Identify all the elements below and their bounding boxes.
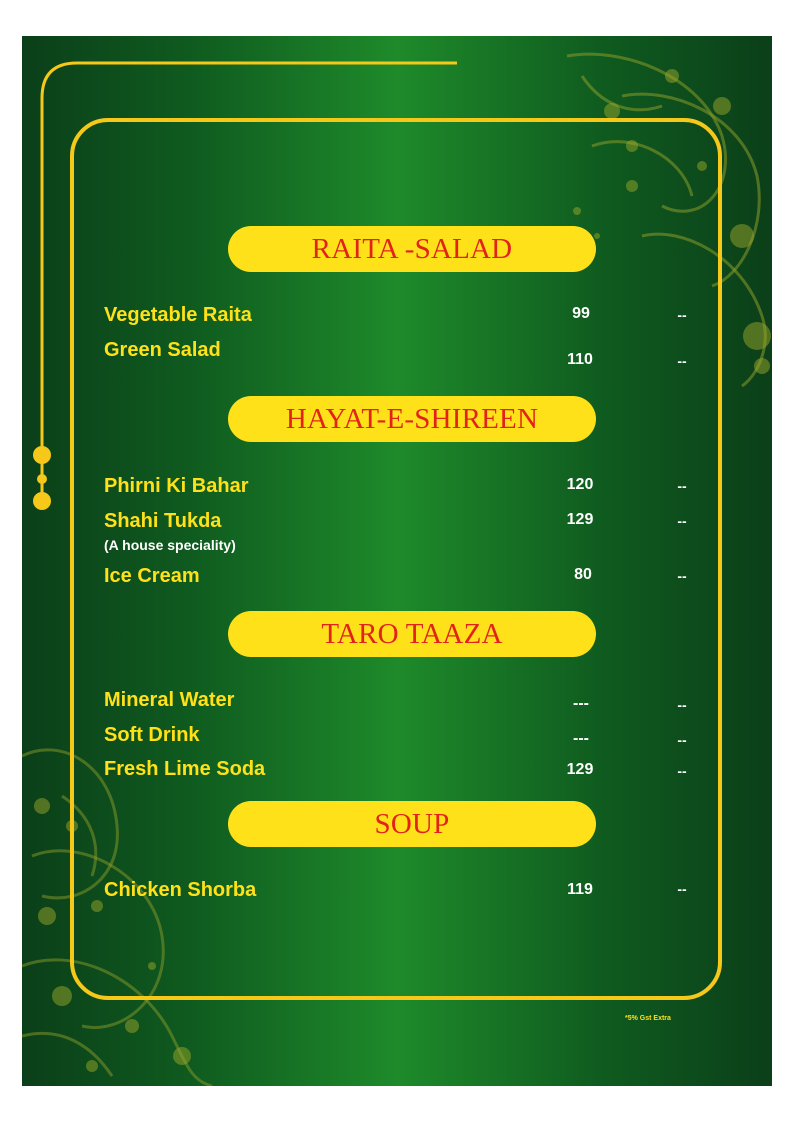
section-heading-raita-salad: RAITA -SALAD [228, 226, 596, 272]
menu-item-price: 129 [566, 761, 594, 778]
menu-item-name: Ice Cream [104, 565, 200, 587]
menu-item-extra: -- [677, 568, 687, 584]
menu-item-name: Mineral Water [104, 689, 235, 711]
menu-item-extra: -- [677, 353, 687, 369]
menu-item-price: 110 [567, 351, 593, 368]
menu-page [22, 36, 772, 1086]
menu-item-extra: -- [677, 732, 687, 748]
menu-item-price: 129 [566, 511, 594, 528]
menu-item-name: Fresh Lime Soda [104, 758, 266, 780]
menu-item-price: 80 [574, 566, 592, 583]
menu-item-price: --- [573, 730, 589, 747]
menu-item-price: --- [573, 695, 589, 712]
menu-item-extra: -- [677, 763, 687, 779]
menu-item-extra: -- [677, 513, 687, 529]
menu-item-name: Green Salad [104, 339, 221, 361]
menu-item-name: Chicken Shorba [104, 879, 257, 901]
section-heading-hayat-e-shireen: HAYAT-E-SHIREEN [228, 396, 596, 442]
menu-item-extra: -- [677, 307, 687, 323]
menu-item-note: (A house speciality) [104, 537, 236, 553]
gst-note: *5% Gst Extra [625, 1015, 671, 1022]
menu-item-extra: -- [677, 478, 687, 494]
menu-item-name: Shahi Tukda [104, 510, 222, 532]
menu-item-extra: -- [677, 881, 687, 897]
menu-item-price: 99 [572, 305, 590, 322]
menu-item-price: 119 [567, 881, 593, 898]
menu-item-price: 120 [566, 476, 594, 493]
menu-item-name: Vegetable Raita [104, 304, 252, 326]
section-heading-taro-taaza: TARO TAAZA [228, 611, 596, 657]
section-heading-soup: SOUP [228, 801, 596, 847]
menu-item-name: Soft Drink [104, 724, 200, 746]
menu-item-name: Phirni Ki Bahar [104, 475, 249, 497]
menu-item-extra: -- [677, 697, 687, 713]
